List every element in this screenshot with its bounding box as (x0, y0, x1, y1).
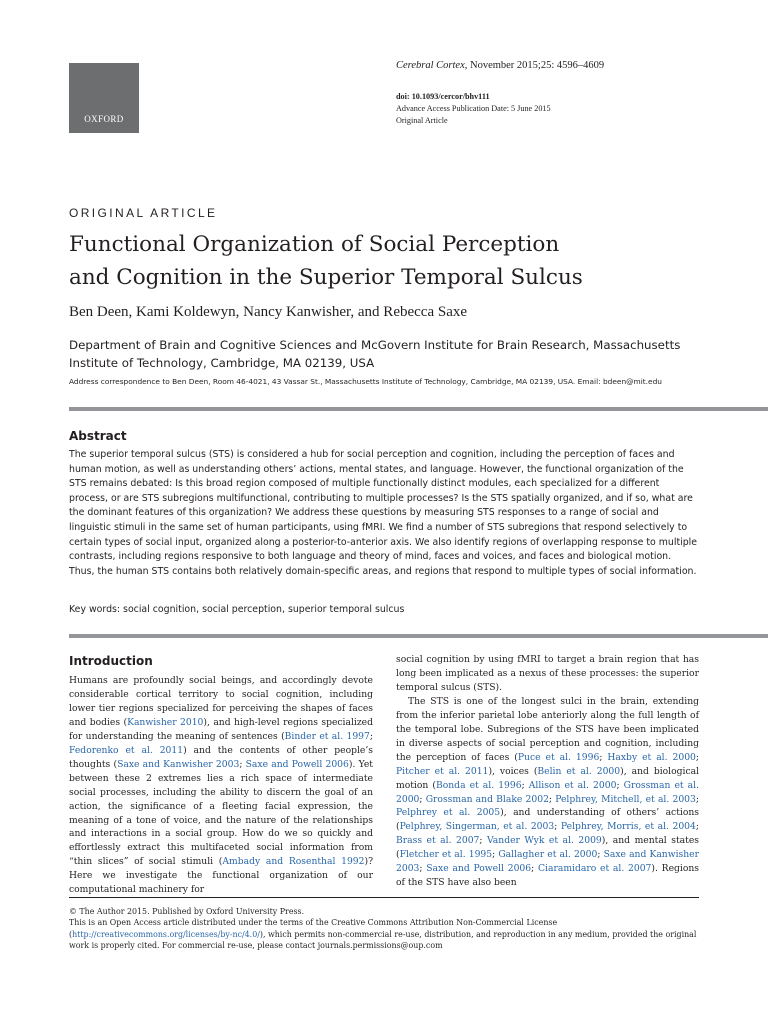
body-column-right (396, 653, 699, 890)
body-text: ; (695, 793, 699, 805)
body-text: ; (597, 849, 604, 861)
citation-link[interactable]: Allison et al. 2000 (528, 779, 617, 791)
divider-top (69, 407, 768, 411)
article-title (69, 228, 709, 294)
citation-link[interactable]: Binder et al. 1997 (284, 730, 370, 742)
license-text (69, 917, 709, 951)
license-link[interactable]: http://creativecommons.org/licenses/by-nc/4.0/ (72, 929, 260, 939)
license-pre: This is an Open Access article distributed under the terms of the Creative Commons Attribution Non-Commercial License ( (69, 918, 558, 939)
citation-link[interactable]: Ciaramidaro et al. 2007 (538, 863, 652, 875)
footnote-rule (69, 897, 699, 898)
abstract-text: The superior temporal sulcus (STS) is considered a hub for social perception and cognition, including the perception of faces and human motion, as well as understanding others’ actions, mental states, and language. However, the functional organization of the STS remains debated: Is this broad region composed of multiple functionally distinct modules, each specialized for a different process, or are STS subregions multifunctional, contributing to multiple processes? Is the STS spatially organized, and if so, what are the dominant features of this organization? We address these questions by measuring STS responses to a range of social and linguistic stimuli in the same set of human participants, using fMRI. We find a number of STS subregions that respond selectively to certain types of social input, organized along a posterior-to-anterior axis. We also identify regions of overlapping response to multiple contrasts, including regions responsive to both language and theory of mind, faces and voices, and faces and biological motion. Thus, the human STS contains both relatively domain-specific areas, and regions that respond to multiple types of social information. (69, 449, 698, 577)
citation-link[interactable]: Haxby et al. 2000 (607, 751, 696, 763)
body-text: ; (695, 821, 699, 833)
citation-link[interactable]: Saxe and Kanwisher 2003 (396, 849, 699, 875)
body-text: ), and understanding of others’ actions ( (396, 807, 699, 833)
article-meta (396, 91, 551, 127)
keywords (69, 604, 404, 615)
body-text: )? Here we investigate the functional organization of our computational machinery for (69, 856, 373, 896)
citation-link[interactable]: Saxe and Powell 2006 (245, 758, 349, 770)
citation-link[interactable]: Saxe and Kanwisher 2003 (117, 758, 240, 770)
citation-link[interactable]: Fedorenko et al. 2011 (69, 744, 184, 756)
citation-link[interactable]: Vander Wyk et al. 2009 (487, 835, 602, 847)
article-type: Original Article (396, 116, 448, 125)
citation-link[interactable]: Pelphrey et al. 2005 (396, 807, 501, 819)
body-text: ; (479, 835, 488, 847)
citation-link[interactable]: Pelphrey, Singerman, et al. 2003 (399, 821, 555, 833)
body-text: ; (239, 758, 246, 770)
body-text: ; (695, 751, 699, 763)
citation-link[interactable]: Kanwisher 2010 (127, 716, 204, 728)
correspondence: Address correspondence to Ben Deen, Room 46-4021, 43 Vassar St., Massachusetts Institute of Technology, Cambridge, MA 02139, USA. Email: bdeen@mit.edu (69, 377, 662, 386)
copyright-line: © The Author 2015. Published by Oxford University Press. (69, 907, 305, 916)
article-label: ORIGINAL ARTICLE (69, 206, 218, 220)
paragraph (396, 695, 699, 890)
journal-citation (396, 60, 604, 71)
affiliation: Department of Brain and Cognitive Sciences and McGovern Institute for Brain Research, Massachusetts Institute of Technology, Cambridge, MA 02139, USA (69, 338, 681, 370)
body-column-left (69, 674, 373, 897)
citation-link[interactable]: Fletcher et al. 1995 (399, 849, 493, 861)
body-text: ; (548, 793, 556, 805)
body-text: ; (554, 821, 561, 833)
logo-text: OXFORD (84, 114, 124, 124)
body-text: ; (521, 779, 529, 791)
body-text: ; (599, 751, 608, 763)
keywords-list: social cognition, social perception, superior temporal sulcus (120, 604, 405, 615)
title-line-1: Functional Organization of Social Perception (69, 232, 560, 257)
oxford-logo (69, 63, 139, 133)
introduction-heading: Introduction (69, 654, 153, 668)
title-line-2: and Cognition in the Superior Temporal Sulcus (69, 265, 583, 290)
body-text: ) and the contents of other people’s thoughts ( (69, 744, 373, 770)
doi-value[interactable]: 10.1093/cercor/bhv111 (411, 92, 490, 101)
abstract-heading: Abstract (69, 429, 127, 443)
citation-link[interactable]: Grossman et al. 2000 (396, 779, 700, 805)
keywords-label: Key words: (69, 604, 121, 615)
body-text: ; (419, 863, 427, 875)
citation-link[interactable]: Ambady and Rosenthal 1992 (222, 856, 365, 868)
paragraph: social cognition by using fMRI to target a brain region that has long been implicated as a nexus of these processes: the superior temporal sulcus (STS). (396, 654, 699, 693)
citation-link[interactable]: Pelphrey, Morris, et al. 2004 (560, 821, 696, 833)
doi-label: doi: (396, 92, 410, 101)
citation-link[interactable]: Gallagher et al. 2000 (498, 849, 598, 861)
citation-link[interactable]: Pelphrey, Mitchell, et al. 2003 (555, 793, 696, 805)
body-text: ; (369, 730, 373, 742)
body-text: ; (531, 863, 538, 875)
citation-link[interactable]: Bonda et al. 1996 (435, 779, 522, 791)
body-text: ), and mental states ( (396, 835, 699, 861)
body-text: ; (419, 793, 426, 805)
citation-link[interactable]: Belin et al. 2000 (537, 765, 621, 777)
body-text: The STS is one of the longest sulci in the brain, extending from the inferior parietal lobe anteriorly along the full length of the temporal lobe. Subregions of the STS have been implicated in diverse aspects of social perception and cognition, including the perception of faces ( (396, 695, 699, 763)
body-text: ), and biological motion ( (396, 765, 700, 791)
body-text: ). Regions of the STS have also been (396, 863, 699, 889)
citation-link[interactable]: Puce et al. 1996 (517, 751, 600, 763)
footnote (69, 906, 709, 952)
body-text: ). Yet between these 2 extremes lies a rich space of intermediate social processes, including the ability to discern the goal of an action, the significance of a fleeting facial expression, the meaning of a tone of voice, and the nature of the relationships and interactions in a social group. How do we so quickly and effortlessly extract this multifaceted social information from “thin slices” of social stimuli ( (69, 758, 373, 868)
body-text: ), and high-level regions specialized for understanding the meaning of sentences ( (69, 716, 373, 742)
body-text: ; (616, 779, 624, 791)
body-text: ), voices ( (488, 765, 538, 777)
citation-link[interactable]: Brass et al. 2007 (396, 835, 480, 847)
body-text: Humans are profoundly social beings, and accordingly devote considerable cortical territory to social cognition, including lower tier regions specialized for perceiving the shapes of faces and bodies ( (69, 675, 373, 728)
advance-access: Advance Access Publication Date: 5 June 2015 (396, 104, 551, 113)
license-post: ), which permits non-commercial re-use, distribution, and reproduction in any medium, provided the original work is properly cited. For commercial re-use, please contact journals.permissions@oup.com (69, 929, 697, 951)
citation-link[interactable]: Saxe and Powell 2006 (426, 863, 532, 875)
authors: Ben Deen, Kami Koldewyn, Nancy Kanwisher, and Rebecca Saxe (69, 304, 468, 320)
paragraph (69, 674, 373, 897)
body-text: ; (492, 849, 499, 861)
citation-link[interactable]: Grossman and Blake 2002 (425, 793, 549, 805)
doi-line (396, 91, 551, 103)
divider-bottom (69, 634, 768, 638)
journal-name: Cerebral Cortex (396, 60, 465, 71)
citation-link[interactable]: Pitcher et al. 2011 (396, 765, 489, 777)
citation-details: , November 2015;25: 4596–4609 (464, 60, 605, 71)
